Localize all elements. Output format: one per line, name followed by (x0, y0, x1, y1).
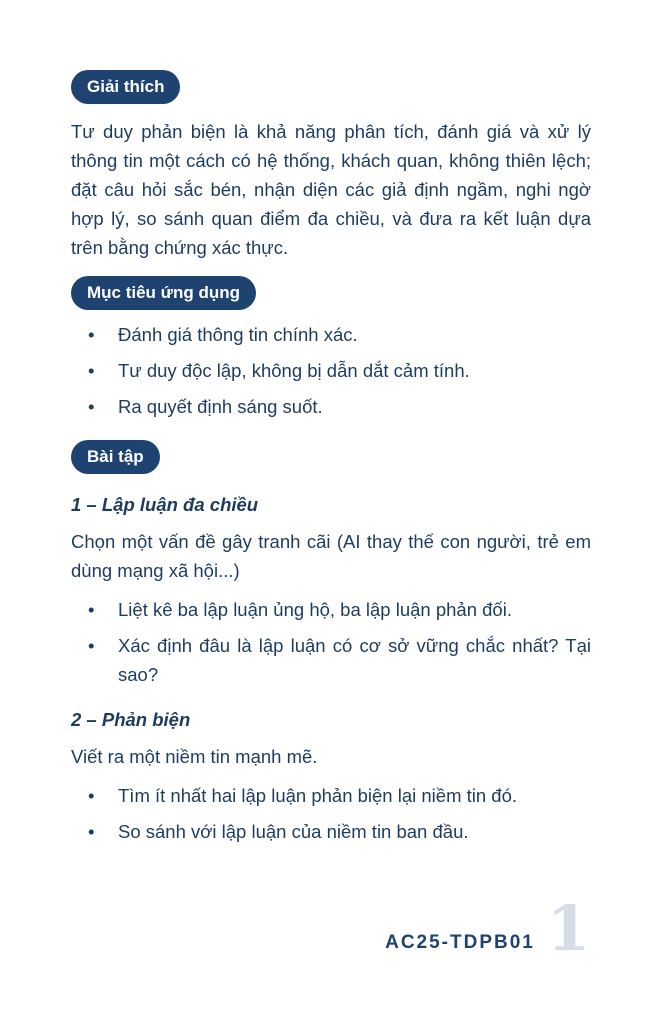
list-item-text: So sánh với lập luận của niềm tin ban đầu. (118, 821, 469, 842)
exercise-2-intro: Viết ra một niềm tin mạnh mẽ. (71, 746, 318, 767)
page-number: 1 (546, 892, 590, 965)
exercise-1-list (71, 595, 591, 689)
bullet-icon: • (88, 635, 95, 656)
exercise-2-title: 2 – Phản biện (71, 709, 191, 730)
bullet-icon: • (88, 821, 95, 842)
bullet-icon: • (88, 599, 95, 620)
list-item-text: Liệt kê ba lập luận ủng hộ, ba lập luận phản đối. (118, 599, 512, 620)
bullet-icon: • (88, 396, 95, 417)
list-item (71, 392, 591, 421)
list-item (71, 817, 591, 846)
exercise-1-title: 1 – Lập luận đa chiều (71, 494, 259, 515)
bullet-icon: • (88, 324, 95, 345)
goals-list (71, 320, 591, 421)
list-item (71, 595, 591, 624)
section-heading-explanation: Giải thích (71, 70, 180, 104)
section-heading-goals: Mục tiêu ứng dụng (71, 276, 256, 310)
list-item-text: Đánh giá thông tin chính xác. (118, 324, 358, 345)
page-content (71, 70, 591, 853)
page-footer (385, 892, 590, 965)
list-item-text: Ra quyết định sáng suốt. (118, 396, 323, 417)
list-item-text: Tư duy độc lập, không bị dẫn dắt cảm tính. (118, 360, 470, 381)
exercise-1-intro: Chọn một vấn đề gây tranh cãi (AI thay thế con người, trẻ em dùng mạng xã hội...) (71, 531, 591, 581)
explanation-paragraph: Tư duy phản biện là khả năng phân tích, đánh giá và xử lý thông tin một cách có hệ thống, khách quan, không thiên lệch; đặt câu hỏi sắc bén, nhận diện các giả định ngầm, nghi ngờ hợp lý, so sánh quan điểm đa chiều, và đưa ra kết luận dựa trên bằng chứng xác thực. (71, 121, 591, 258)
list-item (71, 781, 591, 810)
bullet-icon: • (88, 785, 95, 806)
bullet-icon: • (88, 360, 95, 381)
list-item-text: Tìm ít nhất hai lập luận phản biện lại niềm tin đó. (118, 785, 518, 806)
list-item-text: Xác định đâu là lập luận có cơ sở vững chắc nhất? Tại sao? (118, 635, 591, 685)
list-item (71, 356, 591, 385)
list-item (71, 320, 591, 349)
list-item (71, 631, 591, 689)
document-code: AC25-TDPB01 (385, 932, 535, 953)
section-heading-exercises: Bài tập (71, 440, 160, 474)
exercise-2-list (71, 781, 591, 846)
